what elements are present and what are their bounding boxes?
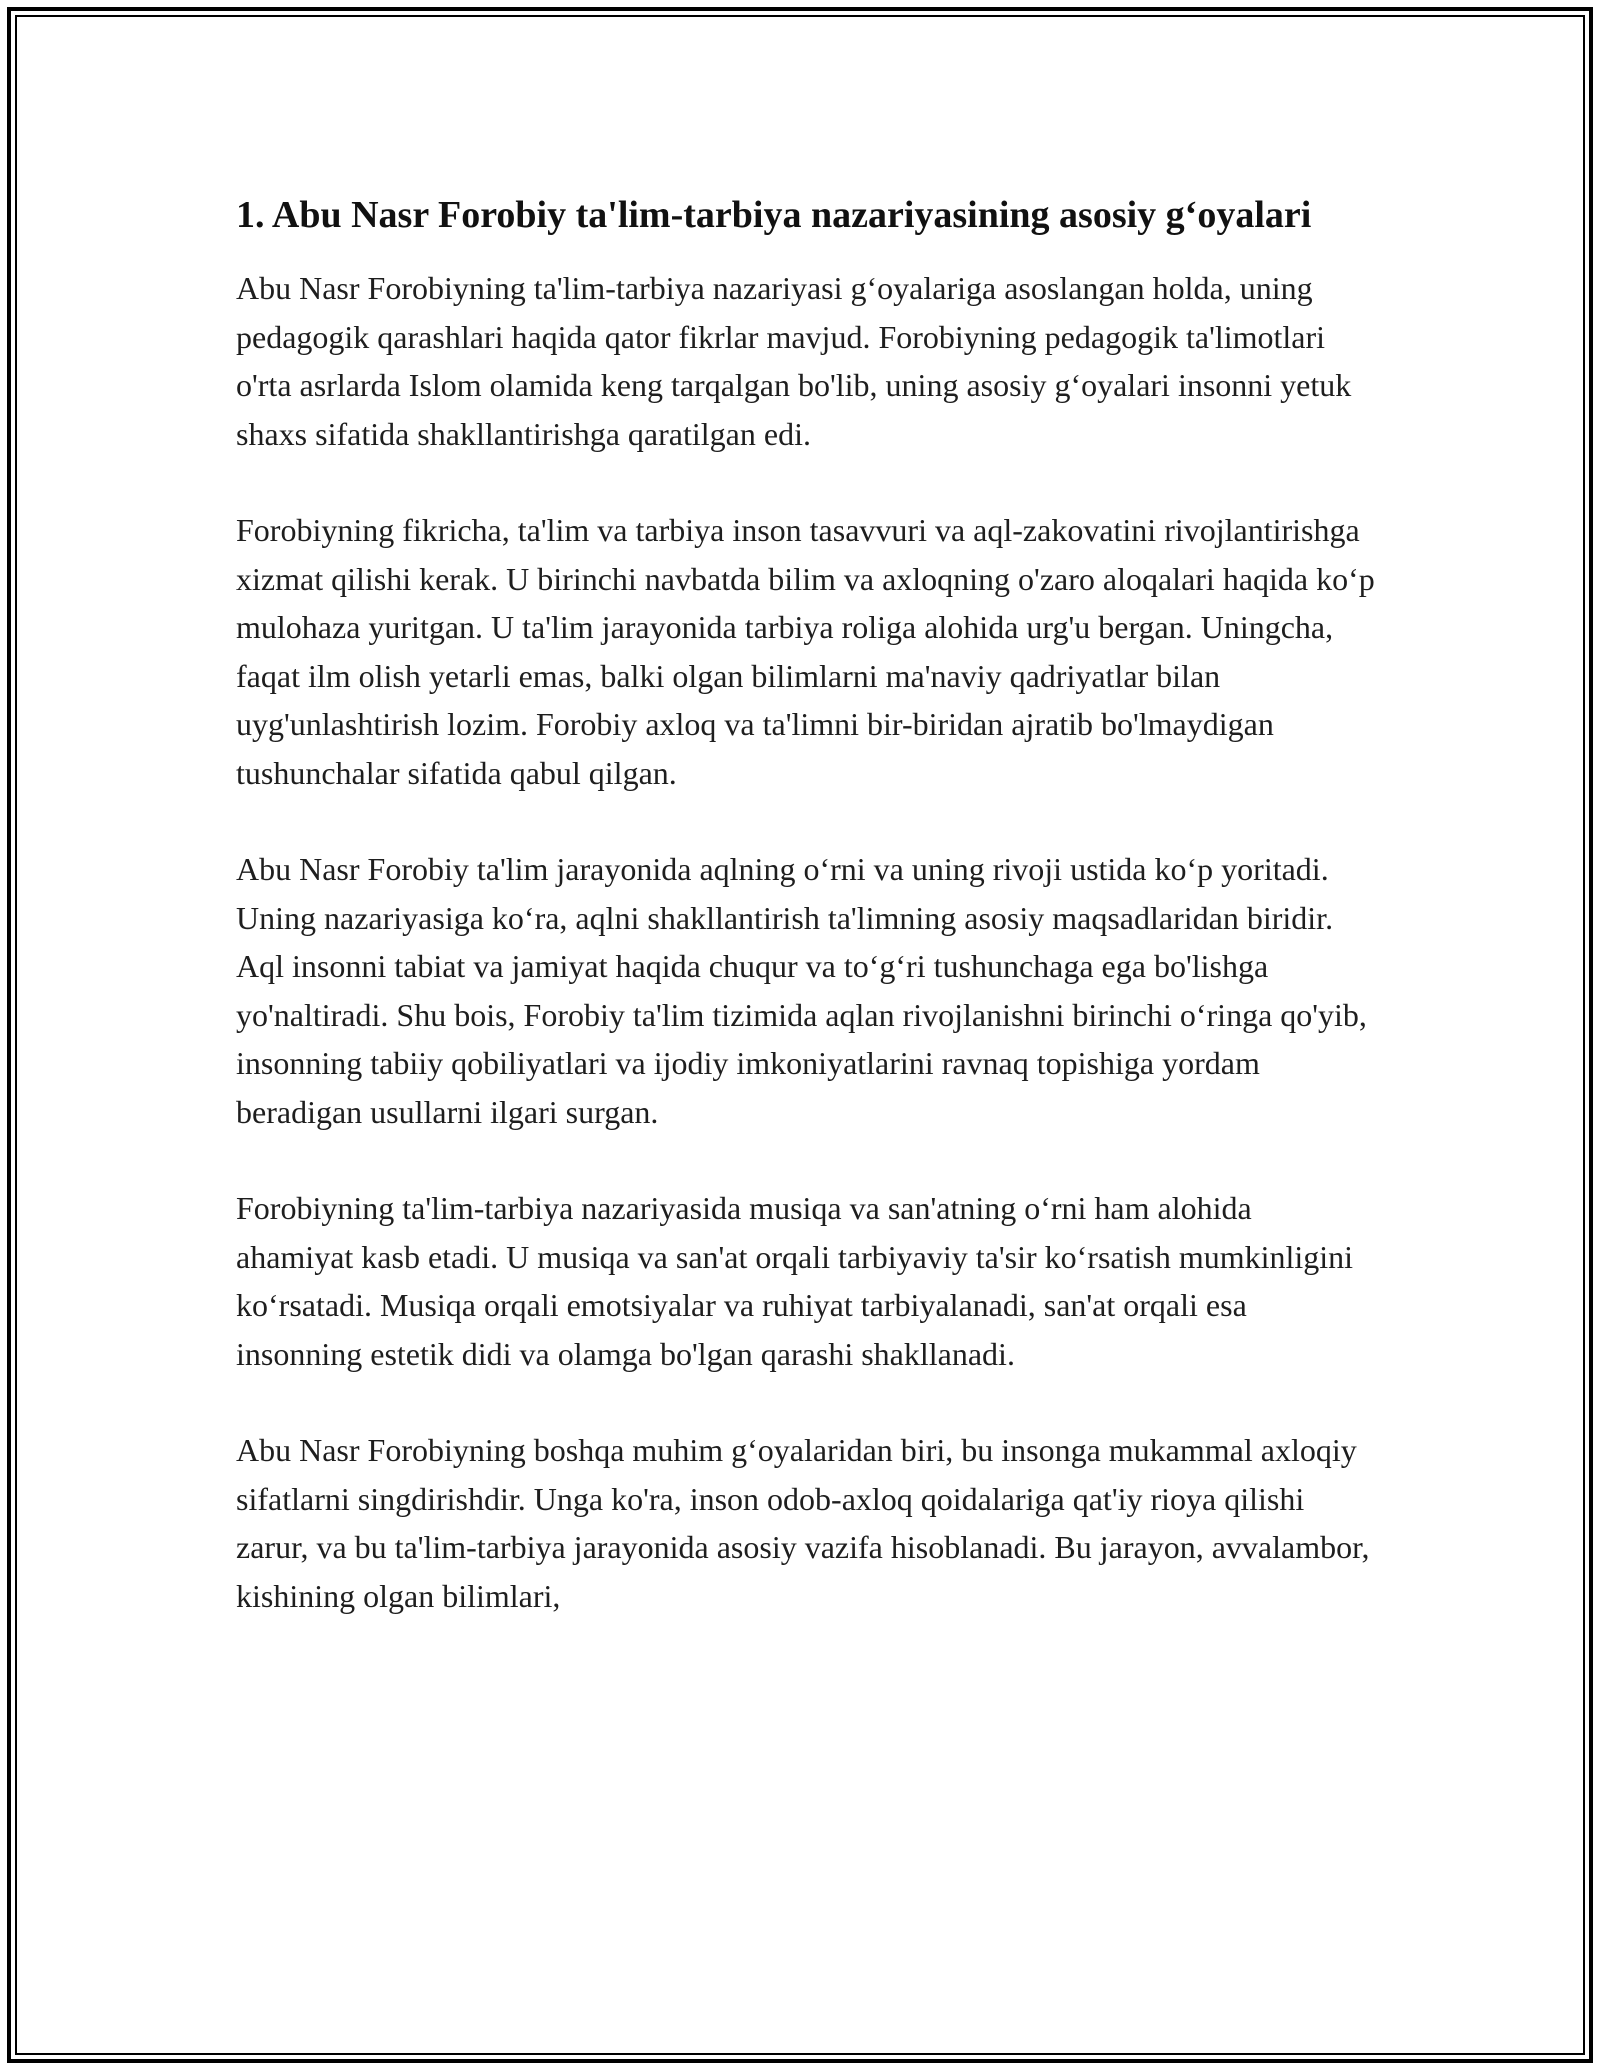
paragraph-4: Forobiyning ta'lim-tarbiya nazariyasida musiqa va san'atning o‘rni ham alohida ahamiyat kasb etadi. U musiqa va san'at orqali tarbiyaviy ta'sir ko‘rsatish mumkinligini ko‘rsatadi. Musiqa orqali emotsiyalar va ruhiyat tarbiyalanadi, san'at orqali esa insonning estetik didi va olamga bo'lgan qarashi shakllanadi.	[236, 1190, 1354, 1372]
paragraph-1: Abu Nasr Forobiyning ta'lim-tarbiya nazariyasi g‘oyalariga asoslangan holda, uning pedagogik qarashlari haqida qator fikrlar mavjud. Forobiyning pedagogik ta'limotlari o'rta asrlarda Islom olamida keng tarqalgan bo'lib, uning asosiy g‘oyalari insonni yetuk shaxs sifatida shakllantirishga qaratilgan edi.	[236, 270, 1352, 452]
section-heading: 1. Abu Nasr Forobiy ta'lim-tarbiya nazariyasining asosiy g‘oyalari	[236, 194, 1312, 236]
document-body	[236, 190, 1376, 1668]
paragraph-3: Abu Nasr Forobiy ta'lim jarayonida aqlning o‘rni va uning rivoji ustida ko‘p yoritadi. Uning nazariyasiga ko‘ra, aqlni shakllantirish ta'limning asosiy maqsadlaridan biridir. Aql insonni tabiat va jamiyat haqida chuqur va to‘g‘ri tushunchaga ega bo'lishga yo'naltiradi. Shu bois, Forobiy ta'lim tizimida aqlan rivojlanishni birinchi o‘ringa qo'yib, insonning tabiiy qobiliyatlari va ijodiy imkoniyatlarini ravnaq topishiga yordam beradigan usullarni ilgari surgan.	[236, 851, 1367, 1130]
paragraph-2: Forobiyning fikricha, ta'lim va tarbiya inson tasavvuri va aql-zakovatini rivojlantirishga xizmat qilishi kerak. U birinchi navbatda bilim va axloqning o'zaro aloqalari haqida ko‘p mulohaza yuritgan. U ta'lim jarayonida tarbiya roliga alohida urg'u bergan. Uningcha, faqat ilm olish yetarli emas, balki olgan bilimlarni ma'naviy qadriyatlar bilan uyg'unlashtirish lozim. Forobiy axloq va ta'limni bir-biridan ajratib bo'lmaydigan tushunchalar sifatida qabul qilgan.	[236, 512, 1375, 791]
paragraph-5: Abu Nasr Forobiyning boshqa muhim g‘oyalaridan biri, bu insonga mukammal axloqiy sifatlarni singdirishdir. Unga ko'ra, inson odob-axloq qoidalariga qat'iy rioya qilishi zarur, va bu ta'lim-tarbiya jarayonida asosiy vazifa hisoblanadi. Bu jarayon, avvalambor, kishining olgan bilimlari,	[236, 1432, 1370, 1614]
